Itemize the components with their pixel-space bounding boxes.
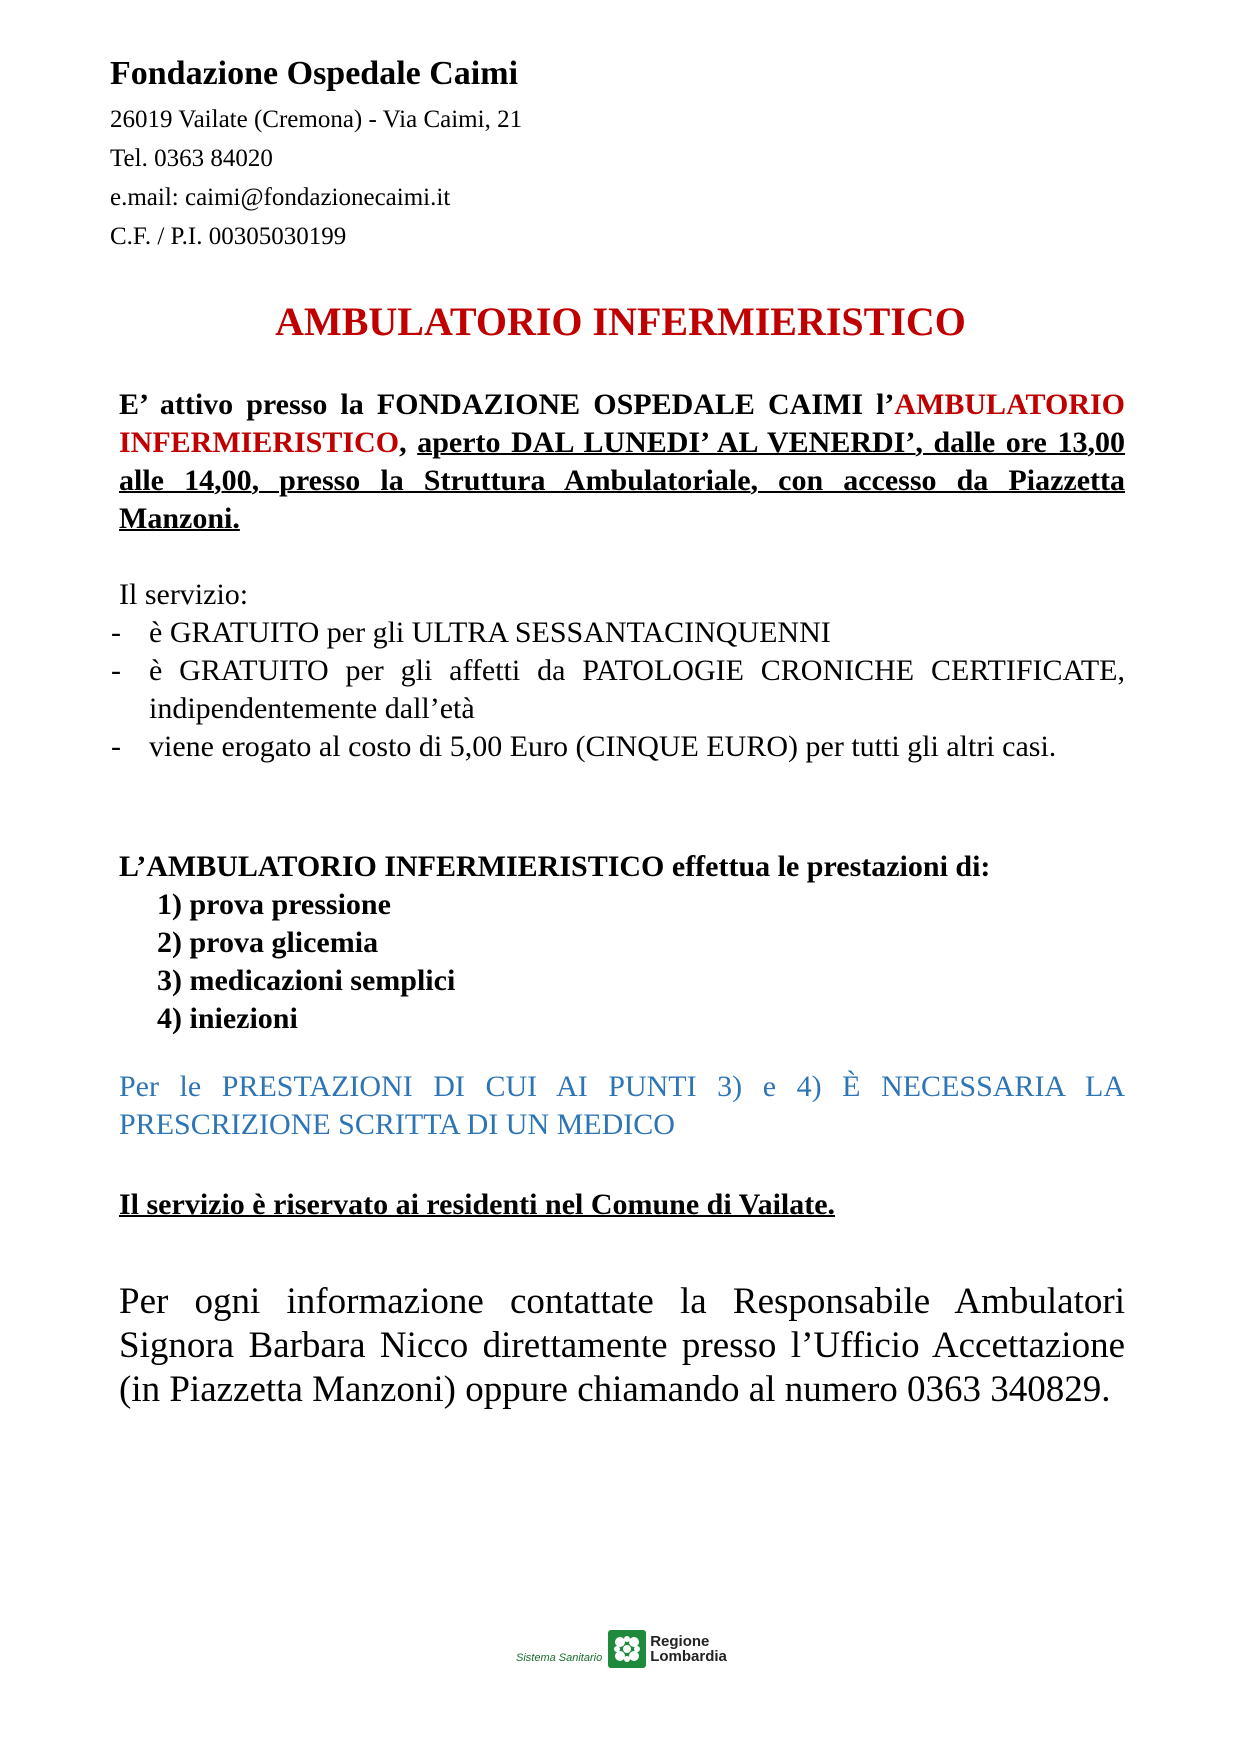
service-list: [111, 614, 1125, 766]
service-item-text: viene erogato al costo di 5,00 Euro (CINQUE EURO) per tutti gli altri casi.: [149, 730, 1057, 763]
service-item-text: è GRATUITO per gli affetti da PATOLOGIE CRONICHE CERTIFICATE, indipendentemente dall’età: [149, 654, 1125, 725]
contact-paragraph: Per ogni informazione contattate la Responsabile Ambulatori Signora Barbara Nicco direttamente presso l’Ufficio Accettazione (in Piazzetta Manzoni) oppure chiamando al numero 0363 340829.: [119, 1281, 1125, 1410]
residents-notice-text: Il servizio è riservato ai residenti nel Comune di Vailate.: [119, 1188, 836, 1221]
dash-bullet: -: [111, 730, 121, 763]
service-section: [111, 576, 1125, 766]
rosa-camuna-icon: [608, 1630, 646, 1668]
intro-comma: ,: [399, 426, 418, 459]
dash-bullet: -: [111, 616, 121, 649]
regione-lombardia-logo: [516, 1626, 727, 1672]
logo-line-regione: Regione: [650, 1633, 710, 1650]
email: e.mail: caimi@fondazionecaimi.it: [110, 184, 451, 211]
performances-title: L’AMBULATORIO INFERMIERISTICO effettua le prestazioni di:: [119, 850, 991, 883]
address: 26019 Vailate (Cremona) - Via Caimi, 21: [110, 106, 523, 133]
sistema-sanitario-label: Sistema Sanitario: [516, 1652, 603, 1664]
intro-highlight: AMBULATORIO INFERMIERISTICO: [119, 388, 1125, 459]
performances-section: [119, 848, 1125, 1038]
telephone: Tel. 0363 84020: [110, 145, 273, 172]
intro-text: E’ attivo presso la FONDAZIONE OSPEDALE CAIMI l’: [119, 388, 895, 421]
tax-code: C.F. / P.I. 00305030199: [110, 223, 347, 250]
letterhead: [110, 54, 522, 256]
list-item: [111, 652, 1125, 728]
document-title: AMBULATORIO INFERMIERISTICO: [275, 299, 966, 344]
residents-notice: [119, 1186, 1125, 1224]
dash-bullet: -: [111, 654, 121, 687]
service-item-text: è GRATUITO per gli ULTRA SESSANTACINQUENNI: [149, 616, 831, 649]
performances-list: [119, 886, 1125, 1038]
list-item: 3) medicazioni semplici: [157, 964, 456, 997]
list-item: 1) prova pressione: [157, 888, 391, 921]
list-item: 2) prova glicemia: [157, 926, 379, 959]
regione-lombardia-text: [650, 1634, 727, 1664]
prescription-note: Per le PRESTAZIONI DI CUI AI PUNTI 3) e 4) È NECESSARIA LA PRESCRIZIONE SCRITTA DI UN MEDICO: [119, 1070, 1125, 1141]
list-item: [111, 728, 1125, 766]
organization-name: Fondazione Ospedale Caimi: [110, 55, 519, 92]
list-item: 4) iniezioni: [157, 1002, 298, 1035]
list-item: [111, 614, 1125, 652]
service-intro: Il servizio:: [119, 578, 249, 611]
logo-line-lombardia: Lombardia: [650, 1648, 727, 1665]
intro-schedule: aperto DAL LUNEDI’ AL VENERDI’, dalle ore 13,00 alle 14,00, presso la Struttura Ambulatoriale, con accesso da Piazzetta Manzoni.: [119, 426, 1126, 535]
intro-paragraph: [119, 386, 1125, 538]
